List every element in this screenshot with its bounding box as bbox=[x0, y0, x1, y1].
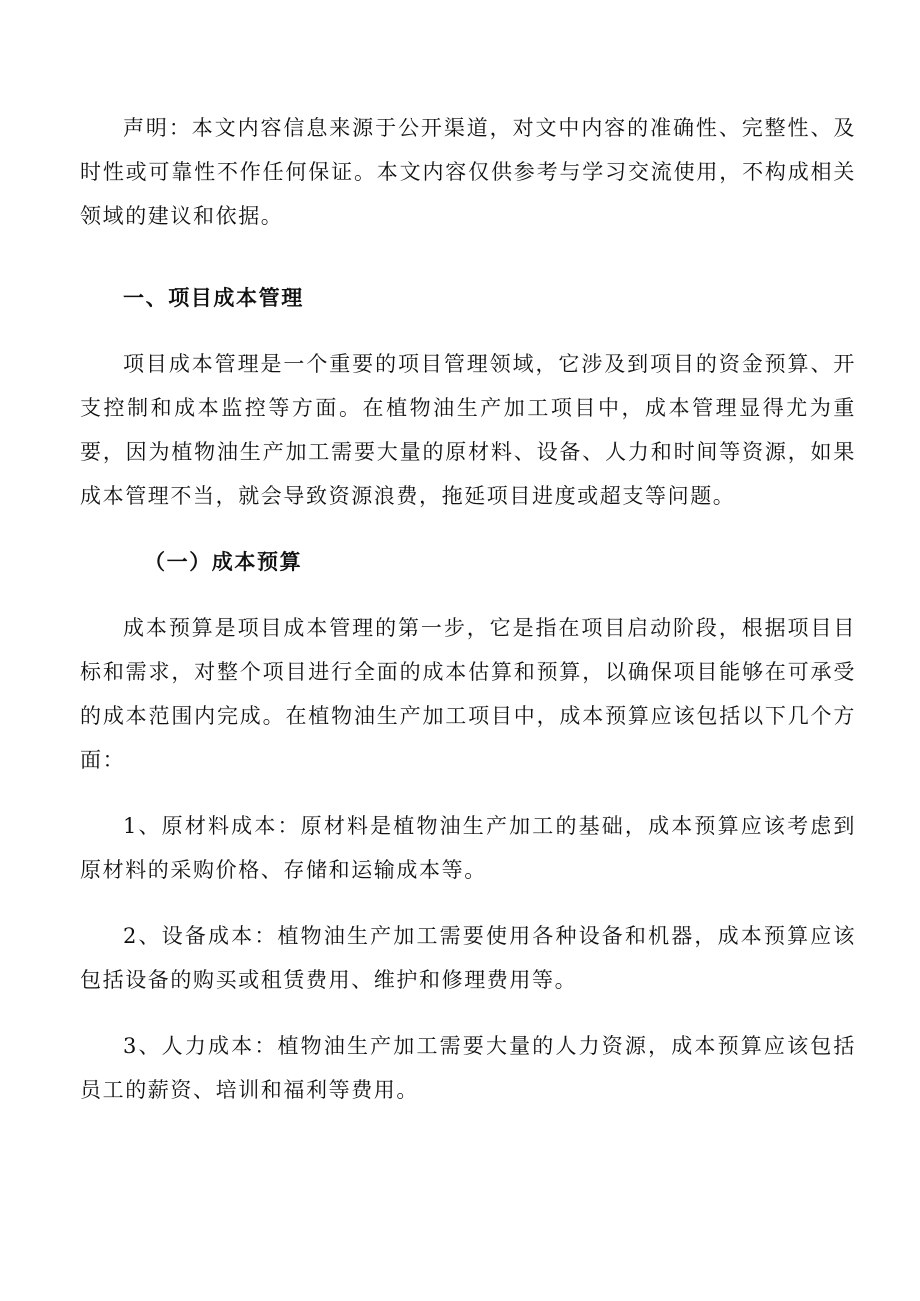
spacer bbox=[80, 584, 856, 606]
spacer bbox=[80, 782, 856, 804]
list-item-equipment: 2、设备成本：植物油生产加工需要使用各种设备和机器，成本预算应该包括设备的购买或租赁费用、维护和修理费用等。 bbox=[80, 924, 856, 992]
document-body bbox=[80, 106, 856, 1112]
list-item-labor: 3、人力成本：植物油生产加工需要大量的人力资源，成本预算应该包括员工的薪资、培训和福利等费用。 bbox=[80, 1034, 856, 1102]
section-intro-paragraph: 项目成本管理是一个重要的项目管理领域，它涉及到项目的资金预算、开支控制和成本监控等方面。在植物油生产加工项目中，成本管理显得尤为重要，因为植物油生产加工需要大量的原材料、设备、人力和时间等资源，如果成本管理不当，就会导致资源浪费，拖延项目进度或超支等问题。 bbox=[80, 352, 856, 508]
spacer bbox=[80, 892, 856, 914]
subsection-heading: （一）成本预算 bbox=[144, 549, 303, 574]
list-item-raw-materials: 1、原材料成本：原材料是植物油生产加工的基础，成本预算应该考虑到原材料的采购价格、存储和运输成本等。 bbox=[80, 814, 856, 882]
spacer bbox=[80, 238, 856, 276]
spacer bbox=[80, 1002, 856, 1024]
subsection-intro-paragraph: 成本预算是项目成本管理的第一步，它是指在项目启动阶段，根据项目目标和需求，对整个项目进行全面的成本估算和预算，以确保项目能够在可承受的成本范围内完成。在植物油生产加工项目中，成本预算应该包括以下几个方面： bbox=[80, 616, 856, 772]
disclaimer-paragraph: 声明：本文内容信息来源于公开渠道，对文中内容的准确性、完整性、及时性或可靠性不作任何保证。本文内容仅供参考与学习交流使用，不构成相关领域的建议和依据。 bbox=[80, 116, 856, 228]
spacer bbox=[80, 320, 856, 342]
spacer bbox=[80, 518, 856, 540]
section-heading: 一、项目成本管理 bbox=[123, 285, 304, 310]
